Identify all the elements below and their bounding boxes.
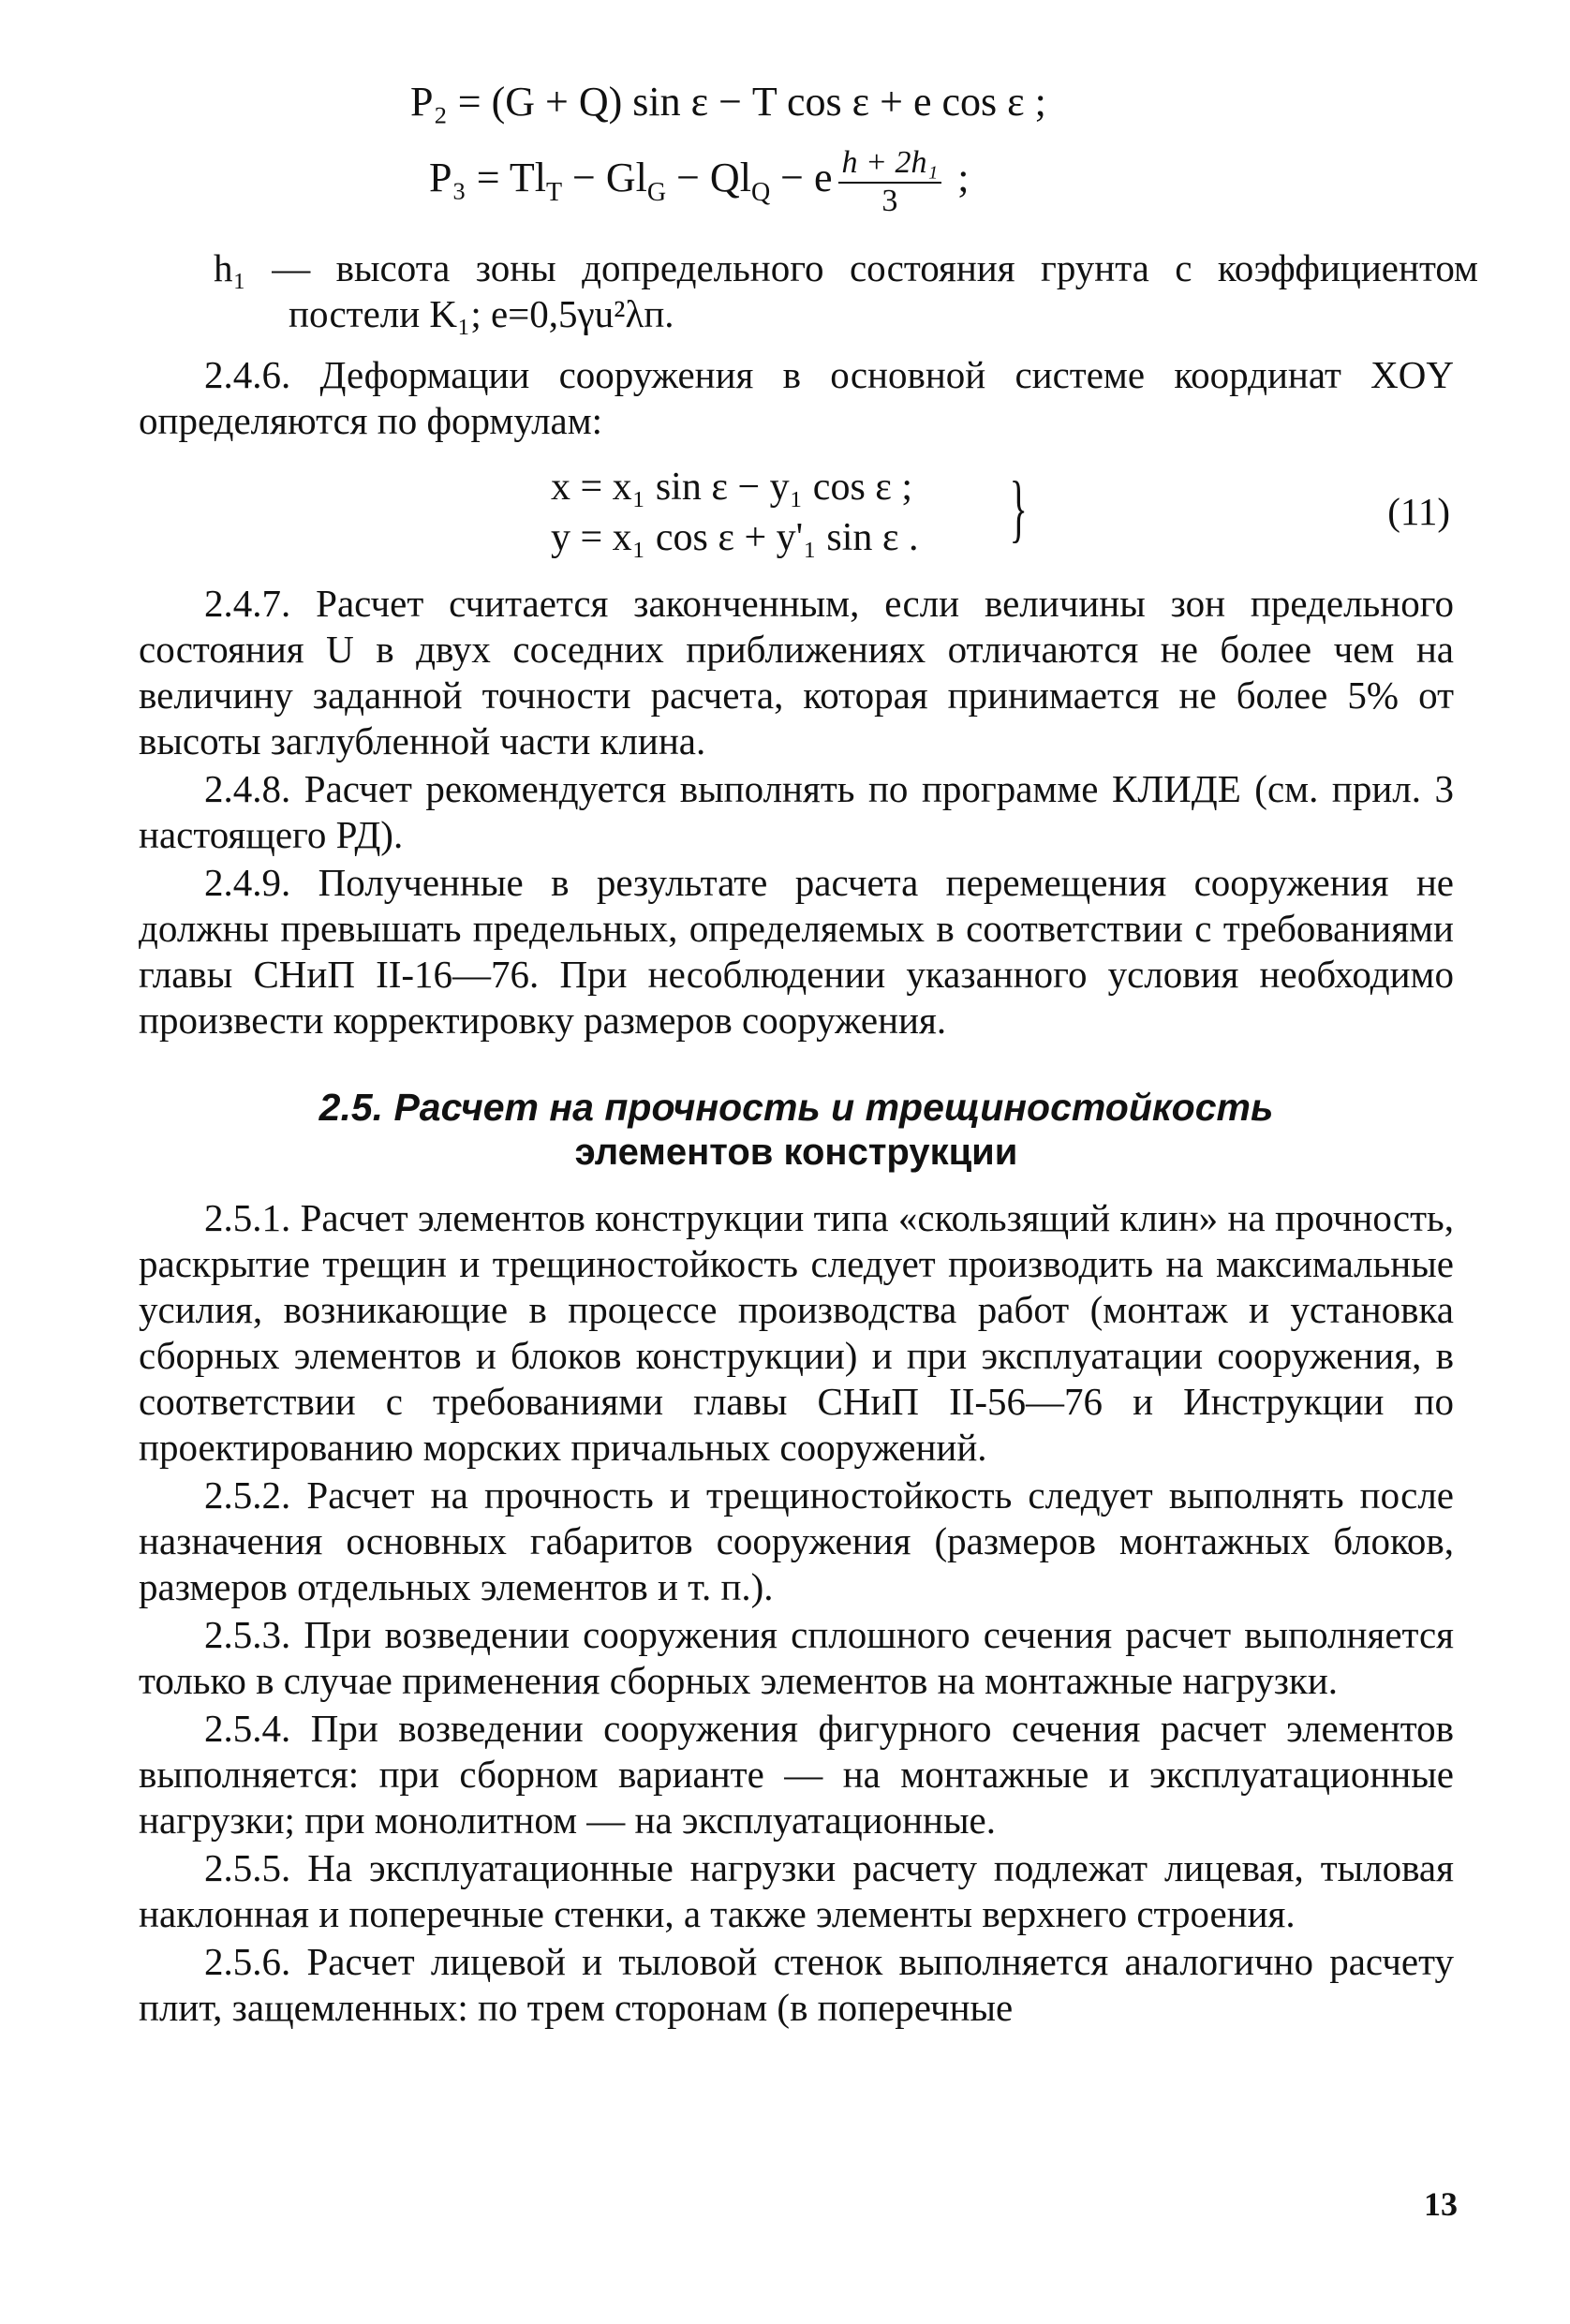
note-h1: h₁ — высота зоны допредельного состояния грунта с коэффициентом постели K₁; e=0,5γu²λп. (214, 246, 1478, 335)
formula-p3-mid3: − e (770, 155, 833, 201)
paragraph-2-5-3: 2.5.3. При возведении сооружения сплошного сечения расчет выполняется только в случае применения сборных элементов на монтажные нагрузки. (139, 1613, 1454, 1702)
formula-p3-lhs: P₃ = Tl (429, 155, 546, 201)
formula-p3-fraction (838, 144, 942, 219)
fraction-numerator: h + 2h₁ (838, 144, 942, 184)
equation-number: (11) (1387, 490, 1450, 533)
formula-p2: P₂ = (G + Q) sin ε − T cos ε + e cos ε ; (410, 79, 1046, 125)
paragraph-2-4-6: 2.4.6. Деформации сооружения в основной системе координат XOY определяются по формулам: (139, 353, 1454, 442)
paragraph-2-5-4: 2.5.4. При возведении сооружения фигурного сечения расчет элементов выполняется: при сборном варианте — на монтажные и эксплуатационные нагрузки; при монолитном — на эксплуатационные. (139, 1707, 1454, 1842)
paragraph-2-4-9: 2.4.9. Полученные в результате расчета перемещения сооружения не должны превышать предельных, определяемых в соответствии с требованиями главы СНиП II-16—76. При несоблюдении указанного условия необходимо произвести корректировку размеров сооружения. (139, 861, 1454, 1042)
formula-p3 (429, 144, 1454, 225)
formula-p3-end: ; (947, 155, 970, 201)
formula-p3-mid1: − Gl (562, 155, 647, 201)
fraction-denominator: 3 (881, 184, 898, 218)
paragraph-2-4-7: 2.4.7. Расчет считается законченным, если величины зон предельного состояния U в двух соседних приближениях отличаются не более чем на величину заданной точности расчета, которая принимается не более 5% от высоты заглубленной части клина. (139, 582, 1454, 762)
system-brace: } (1009, 467, 1028, 550)
paragraph-2-5-6: 2.5.6. Расчет лицевой и тыловой стенок выполняется аналогично расчету плит, защемленных: по трем сторонам (в поперечные (139, 1940, 1454, 2029)
section-heading: 2.5. Расчет на прочность и трещиностойкость (318, 1086, 1274, 1129)
paragraph-2-5-1: 2.5.1. Расчет элементов конструкции типа «скользящий клин» на прочность, раскрытие трещин и трещиностойкость следует производить на максимальные усилия, возникающие в процессе производства работ (монтаж и установка сборных элементов и блоков конструкции) и при эксплуатации сооружения, в соответствии с требованиями главы СНиП II-56—76 и Инструкции по проектированию морских причальных сооружений. (139, 1196, 1454, 1469)
equation-system-11 (139, 457, 1454, 570)
paragraph-2-4-8: 2.4.8. Расчет рекомендуется выполнять по программе КЛИДЕ (см. прил. 3 настоящего РД). (139, 767, 1454, 856)
formula-p3-sub-q: Q (750, 177, 771, 207)
formula-p3-sub-t: T (545, 177, 563, 207)
document-page (139, 73, 1478, 2033)
section-heading-line2: элементов конструкции (574, 1132, 1018, 1173)
page-number: 13 (1424, 2185, 1458, 2223)
equation-y: y = x₁ cos ε + y'₁ sin ε . (551, 516, 919, 559)
equation-x: x = x₁ sin ε − y₁ cos ε ; (551, 466, 913, 509)
formula-p3-sub-g: G (646, 177, 667, 207)
formula-p3-mid2: − Ql (666, 155, 751, 201)
paragraph-2-5-5: 2.5.5. На эксплуатационные нагрузки расчету подлежат лицевая, тыловая наклонная и поперечные стенки, а также элементы верхнего строения. (139, 1846, 1454, 1935)
paragraph-2-5-2: 2.5.2. Расчет на прочность и трещиностойкость следует выполнять после назначения основных габаритов сооружения (размеров монтажных блоков, размеров отдельных элементов и т. п.). (139, 1473, 1454, 1608)
